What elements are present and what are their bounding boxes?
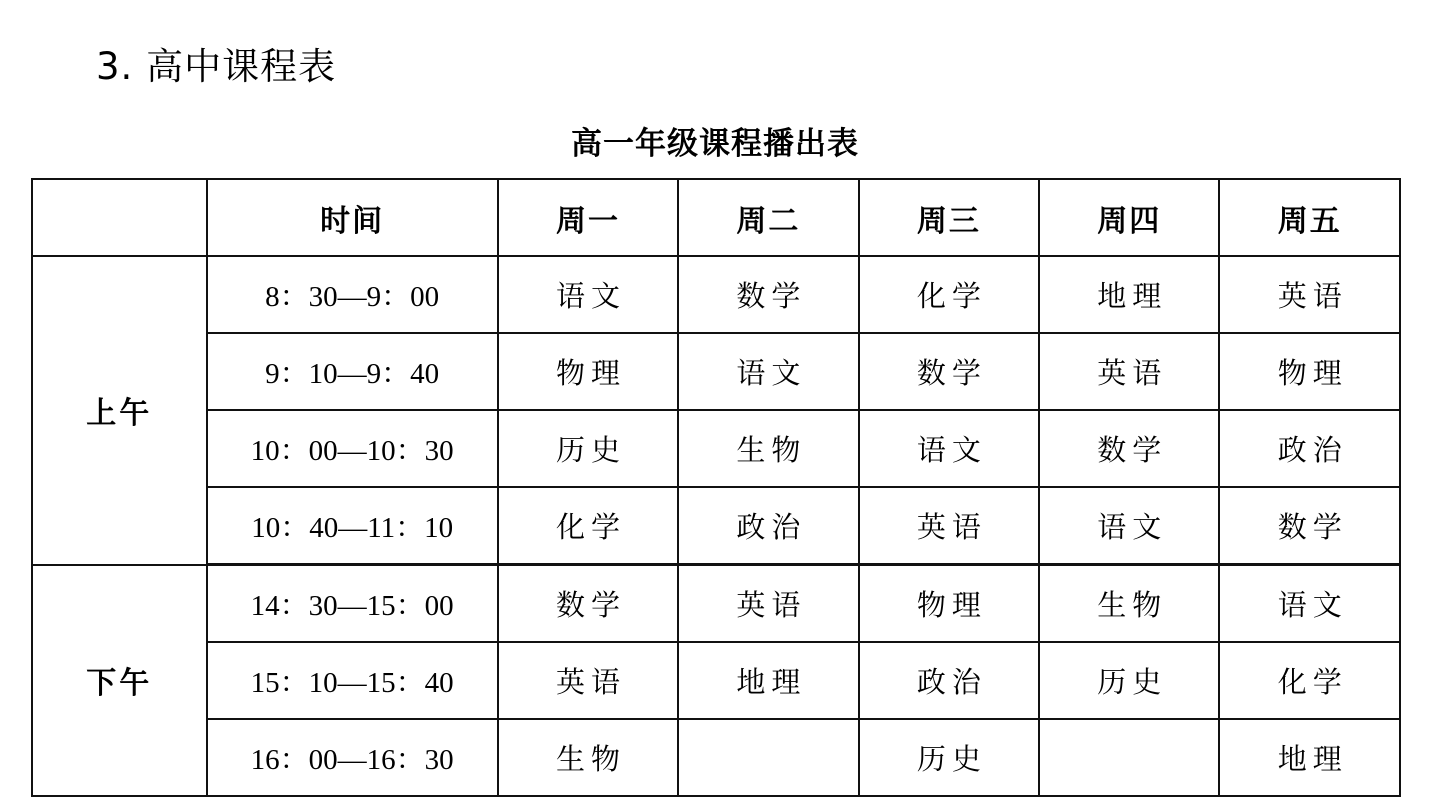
subject-cell: 政治	[859, 642, 1039, 719]
subject-cell: 英语	[678, 565, 858, 643]
period-label-morning: 上午	[32, 256, 207, 565]
subject-cell: 语文	[859, 410, 1039, 487]
table-header-row	[32, 179, 1400, 256]
subject-cell: 地理	[1039, 256, 1219, 333]
period-label-afternoon: 下午	[32, 565, 207, 797]
subject-cell: 数学	[859, 333, 1039, 410]
table-row	[32, 565, 1400, 643]
column-header-monday: 周一	[498, 179, 678, 256]
subject-cell: 语文	[678, 333, 858, 410]
subject-cell: 化学	[859, 256, 1039, 333]
subject-cell: 语文	[1039, 487, 1219, 565]
time-cell: 10：00—10：30	[207, 410, 498, 487]
subject-cell-empty	[678, 719, 858, 796]
subject-cell: 语文	[1219, 565, 1400, 643]
subject-cell: 英语	[1219, 256, 1400, 333]
table-title: 高一年级课程播出表	[571, 126, 859, 162]
table-row	[32, 333, 1400, 410]
time-cell: 8：30—9：00	[207, 256, 498, 333]
subject-cell: 数学	[1219, 487, 1400, 565]
column-header-thursday: 周四	[1039, 179, 1219, 256]
subject-cell: 生物	[678, 410, 858, 487]
column-header-friday: 周五	[1219, 179, 1400, 256]
subject-cell: 数学	[498, 565, 678, 643]
time-cell: 16：00—16：30	[207, 719, 498, 796]
subject-cell: 英语	[498, 642, 678, 719]
section-heading: 3. 高中课程表	[96, 45, 337, 88]
table-row	[32, 642, 1400, 719]
subject-cell: 化学	[1219, 642, 1400, 719]
time-cell: 10：40—11：10	[207, 487, 498, 565]
subject-cell: 历史	[498, 410, 678, 487]
subject-cell: 化学	[498, 487, 678, 565]
table-row	[32, 256, 1400, 333]
subject-cell: 历史	[1039, 642, 1219, 719]
subject-cell: 政治	[1219, 410, 1400, 487]
subject-cell: 物理	[859, 565, 1039, 643]
subject-cell: 政治	[678, 487, 858, 565]
subject-cell: 地理	[1219, 719, 1400, 796]
subject-cell: 数学	[678, 256, 858, 333]
subject-cell: 生物	[1039, 565, 1219, 643]
subject-cell: 语文	[498, 256, 678, 333]
schedule-table-container	[31, 178, 1401, 797]
table-row	[32, 410, 1400, 487]
column-header-time: 时间	[207, 179, 498, 256]
column-header-tuesday: 周二	[678, 179, 858, 256]
table-row	[32, 719, 1400, 796]
subject-cell: 数学	[1039, 410, 1219, 487]
table-corner-cell	[32, 179, 207, 256]
subject-cell: 物理	[498, 333, 678, 410]
column-header-wednesday: 周三	[859, 179, 1039, 256]
subject-cell: 生物	[498, 719, 678, 796]
time-cell: 15：10—15：40	[207, 642, 498, 719]
schedule-table	[31, 178, 1401, 797]
subject-cell: 英语	[1039, 333, 1219, 410]
table-row	[32, 487, 1400, 565]
subject-cell: 物理	[1219, 333, 1400, 410]
time-cell: 9：10—9：40	[207, 333, 498, 410]
time-cell: 14：30—15：00	[207, 565, 498, 643]
subject-cell: 历史	[859, 719, 1039, 796]
subject-cell: 地理	[678, 642, 858, 719]
subject-cell: 英语	[859, 487, 1039, 565]
subject-cell-empty	[1039, 719, 1219, 796]
